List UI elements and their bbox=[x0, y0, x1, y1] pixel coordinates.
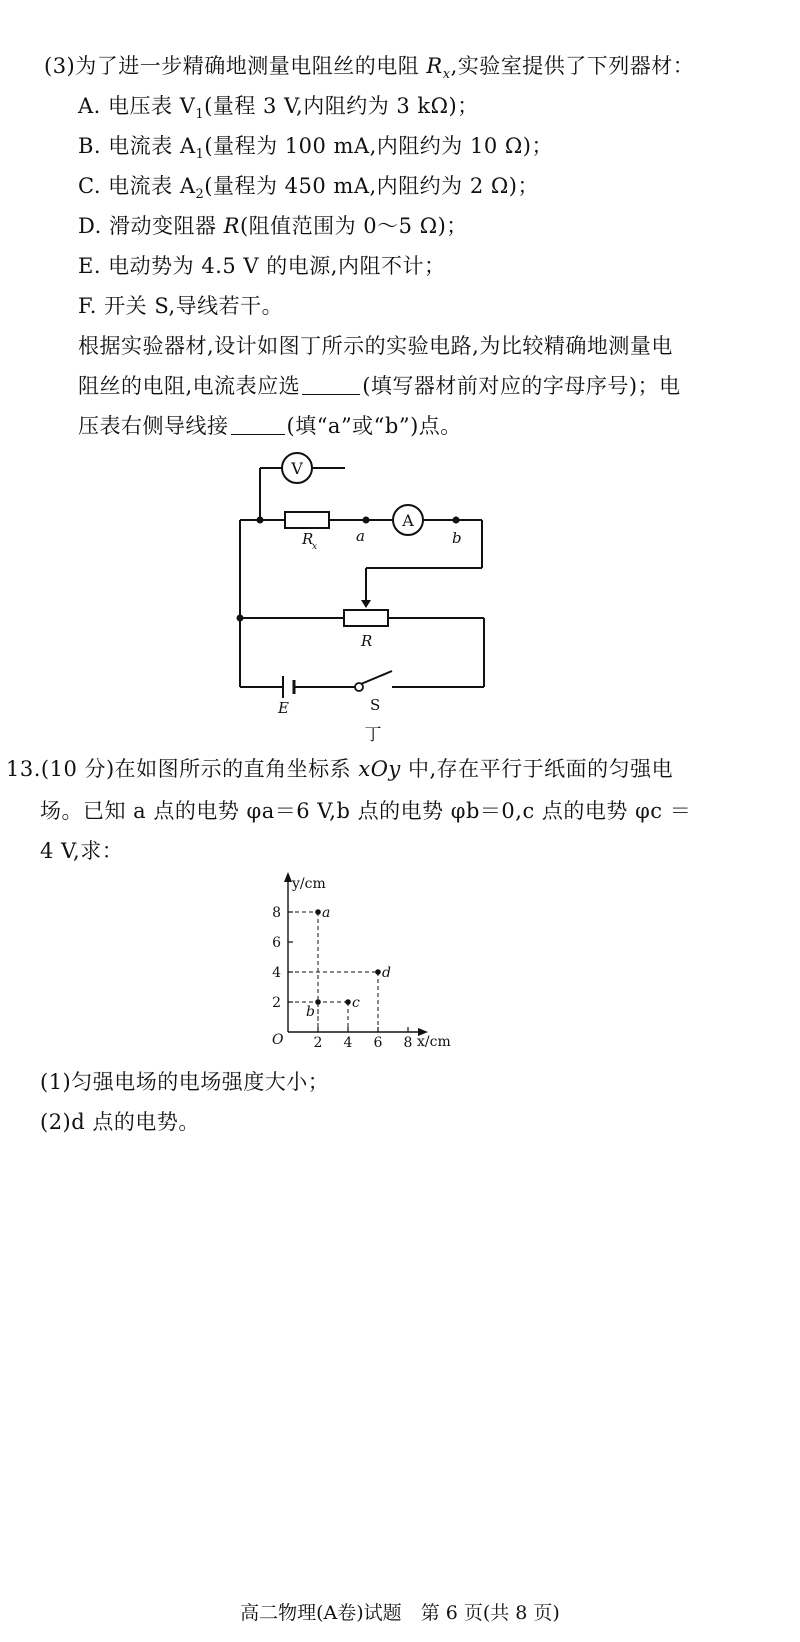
ammeter-label: A bbox=[402, 511, 414, 530]
point-b bbox=[315, 999, 321, 1005]
rheostat bbox=[344, 610, 388, 626]
coordinate-chart bbox=[0, 860, 800, 1060]
battery-label: E bbox=[278, 699, 289, 717]
page-footer: 高二物理(A卷)试题 第 6 页(共 8 页) bbox=[240, 1602, 560, 1624]
x-axis-label: x/cm bbox=[417, 1034, 451, 1050]
q13-line-1: 13.(10 分)在如图所示的直角坐标系 xOy 中,存在平行于纸面的匀强电 bbox=[6, 757, 674, 781]
option-c: C. 电流表 $A_2$(量程为 450 mA,内阻约为 2 Ω)； bbox=[78, 174, 539, 203]
x-tick-label: 2 bbox=[313, 1035, 323, 1051]
q13-subquestion-2: (2)d 点的电势。 bbox=[40, 1110, 200, 1134]
y-axis-arrow-icon bbox=[284, 872, 292, 882]
y-tick-label: 6 bbox=[272, 935, 281, 951]
rheostat-label: R bbox=[361, 632, 373, 650]
option-a: A. 电压表 $V_1$(量程 3 V,内阻约为 3 kΩ)； bbox=[78, 94, 479, 123]
q12-description-line-2: 阻丝的电阻,电流表应选 (填写器材前对应的字母序号)；电 bbox=[78, 374, 681, 398]
y-axis-label: y/cm bbox=[292, 876, 326, 892]
y-tick-label: 2 bbox=[272, 995, 281, 1011]
q13-line-3: 4 V,求： bbox=[40, 839, 124, 863]
point-d bbox=[375, 969, 381, 975]
option-b: B. 电流表 $A_1$(量程为 100 mA,内阻约为 10 Ω)； bbox=[78, 134, 553, 163]
circuit-diagram bbox=[0, 0, 800, 760]
point-b-dot bbox=[453, 517, 460, 524]
y-tick-label: 8 bbox=[272, 905, 281, 921]
voltmeter-label: V bbox=[291, 459, 303, 478]
x-tick-label: 6 bbox=[373, 1035, 383, 1051]
option-e: E. 电动势为 4.5 V 的电源,内阻不计； bbox=[78, 254, 446, 278]
x-tick-label: 8 bbox=[403, 1035, 413, 1051]
slider-arrow-icon bbox=[361, 600, 371, 608]
point-c bbox=[345, 999, 351, 1005]
junction-left-top bbox=[257, 517, 264, 524]
option-d: D. 滑动变阻器 R(阻值范围为 0～5 Ω)； bbox=[78, 214, 468, 238]
x-tick-label: 4 bbox=[343, 1035, 353, 1051]
q13-subquestion-1: (1)匀强电场的电场强度大小； bbox=[40, 1070, 330, 1094]
switch-label: S bbox=[370, 696, 381, 714]
point-a-label: a bbox=[356, 527, 365, 545]
rx-subscript: x bbox=[312, 542, 318, 552]
figure-caption: 丁 bbox=[364, 725, 382, 745]
resistor-rx bbox=[285, 512, 329, 528]
q12-intro: (3)为了进一步精确地测量电阻丝的电阻 $R_x$,实验室提供了下列器材： bbox=[44, 54, 695, 83]
q12-description-line-3: 压表右侧导线接 (填“a”或“b”)点。 bbox=[78, 414, 462, 438]
point-label-a: a bbox=[322, 905, 331, 921]
junction-left-middle bbox=[237, 615, 244, 622]
origin-label: O bbox=[272, 1032, 284, 1048]
y-tick-label: 4 bbox=[272, 965, 281, 981]
option-f: F. 开关 S,导线若干。 bbox=[78, 294, 284, 318]
point-label-c: c bbox=[352, 995, 360, 1011]
rx-label: R bbox=[302, 530, 314, 548]
point-a-dot bbox=[363, 517, 370, 524]
point-b-label: b bbox=[452, 529, 462, 547]
q12-description-line-1: 根据实验器材,设计如图丁所示的实验电路,为比较精确地测量电 bbox=[78, 334, 673, 358]
point-a bbox=[315, 909, 321, 915]
q13-line-2: 场。已知 a 点的电势 φa＝6 V,b 点的电势 φb＝0,c 点的电势 φc ＝ bbox=[40, 799, 692, 823]
point-label-b: b bbox=[306, 1004, 315, 1020]
switch-contact bbox=[355, 683, 363, 691]
point-label-d: d bbox=[382, 965, 391, 981]
